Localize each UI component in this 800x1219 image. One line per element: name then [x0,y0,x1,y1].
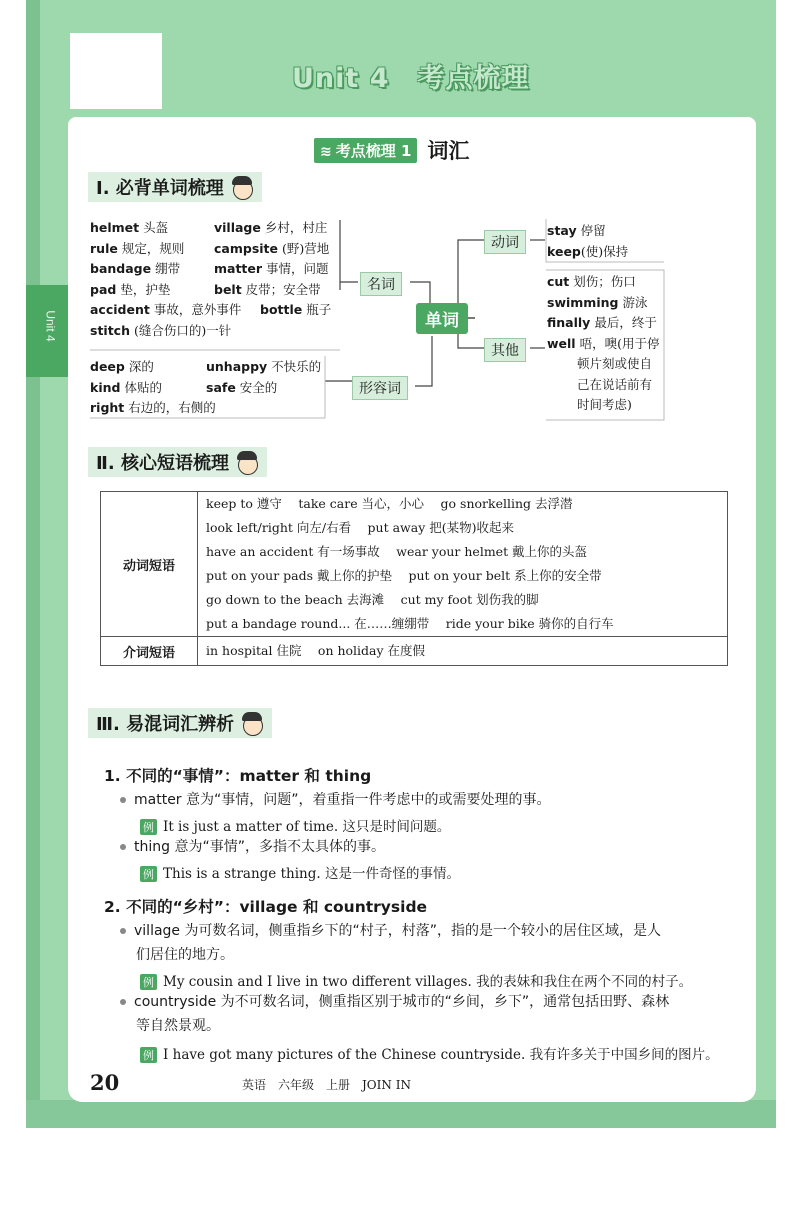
student-icon [240,710,264,736]
bullet-item: thing 意为“事情”，多指不太具体的事。 [120,835,385,859]
other-list [547,272,659,416]
wave-icon: ≋ [320,143,332,160]
word-item: bottle 瓶子 [260,302,332,317]
example-tag: 例 [140,974,157,990]
verb-list [547,221,628,262]
sec1-title: Ⅰ. 必背单词梳理 [96,178,224,199]
word-item: safe 安全的 [206,379,278,395]
bullet-item: village 为可数名词，侧重指乡下的“村子，村落”，指的是一个较小的居住区域，是人 [120,919,661,943]
word-item: matter 事情，问题 [214,261,329,276]
word-item: deep 深的 [90,359,154,374]
bullet-item: matter 意为“事情，问题”，着重指一件考虑中的或需要处理的事。 [120,788,551,812]
word-item-cont: 顿片刻或使自 [577,356,653,371]
phrase-table [100,491,728,666]
word-item: swimming 游泳 [547,294,648,310]
bullet-item: countryside 为不可数名词，侧重指区别于城市的“乡间，乡下”，通常包括田野、森林 [120,990,669,1014]
item2-title: 2. 不同的“乡村”：village 和 countryside [104,898,428,916]
prep-phrase-cell [198,637,728,666]
phrase-line: in hospital 住院 on holiday 在度假 [206,643,426,658]
verb-phrase-label: 动词短语 [101,492,198,637]
word-item: kind 体贴的 [90,379,162,395]
word-item: belt 皮带；安全带 [214,281,321,297]
bullet-cont: 们居住的地方。 [136,947,234,963]
node-center: 单词 [416,303,468,334]
word-item: stitch (缝合伤口的)一针 [90,322,232,338]
phrase-line: go down to the beach 去海滩 cut my foot 划伤我的脚 [206,592,539,607]
example-tag: 例 [140,1047,157,1063]
phrase-line: look left/right 向左/右看 put away 把(某物)收起来 [206,520,515,535]
phrase-line: have an accident 有一场事故 wear your helmet 戴上你的头盔 [206,544,588,559]
sec2-title: Ⅱ. 核心短语梳理 [96,453,229,474]
word-item: bandage 绷带 [90,261,181,276]
unit-title: Unit 4 考点梳理 [292,63,530,94]
node-other: 其他 [484,338,526,362]
word-item: right 右边的，右侧的 [90,400,216,415]
example-line: 例 It is just a matter of time. 这只是时间问题。 [140,815,450,835]
word-item: helmet 头盔 [90,220,169,235]
word-item: finally 最后，终于 [547,315,657,330]
table-row [101,637,728,666]
word-item: cut 划伤；伤口 [547,274,636,289]
student-icon [235,449,259,475]
word-item: well 唔，噢(用于停 [547,335,660,351]
table-row [101,492,728,637]
word-item-cont: 时间考虑) [577,397,632,412]
example-line: 例 My cousin and I live in two different villages. 我的表妹和我住在两个不同的村子。 [140,970,692,990]
word-item: campsite (野)营地 [214,240,330,256]
word-item: pad 垫，护垫 [90,281,171,297]
sec2-heading [88,447,267,477]
phrase-line: put on your pads 戴上你的护垫 put on your belt 系上你的安全带 [206,568,602,583]
example-line: 例 This is a strange thing. 这是一件奇怪的事情。 [140,862,460,882]
page-number: 20 [90,1070,120,1095]
section-title: 词汇 [427,139,470,163]
sec3-title: Ⅲ. 易混词汇辨析 [96,714,235,735]
phrase-line: keep to 遵守 take care 当心，小心 go snorkelling 去浮潜 [206,496,573,511]
footer-text: 英语 六年级 上册 JOIN IN [242,1078,411,1092]
sec3-heading [88,708,272,738]
item1-title: 1. 不同的“事情”：matter 和 thing [104,767,372,785]
page-edge-bottom [26,1100,776,1128]
word-item-cont: 己在说话前有 [577,376,653,392]
word-item: keep(使)保持 [547,243,629,259]
verb-phrase-cell [198,492,728,637]
phrase-line: put a bandage round... 在……缠绷带 ride your bike 骑你的自行车 [206,616,614,631]
side-tab-label: Unit 4 [43,310,58,342]
example-tag: 例 [140,819,157,835]
bullet-cont: 等自然景观。 [136,1018,220,1034]
mind-map-lines [0,0,800,440]
node-noun: 名词 [360,272,402,296]
word-item: village 乡村，村庄 [214,220,328,235]
word-item: rule 规定，规则 [90,240,185,256]
example-line: 例 I have got many pictures of the Chinese countryside. 我有许多关于中国乡间的图片。 [140,1043,719,1063]
prep-phrase-label: 介词短语 [101,637,198,666]
node-verb: 动词 [484,230,526,254]
example-tag: 例 [140,866,157,882]
node-adj: 形容词 [352,376,408,400]
word-item: stay 停留 [547,223,606,238]
section-badge-label: 考点梳理 1 [335,141,412,160]
word-item: accident 事故，意外事件 [90,302,242,317]
word-item: unhappy 不快乐的 [206,359,322,374]
